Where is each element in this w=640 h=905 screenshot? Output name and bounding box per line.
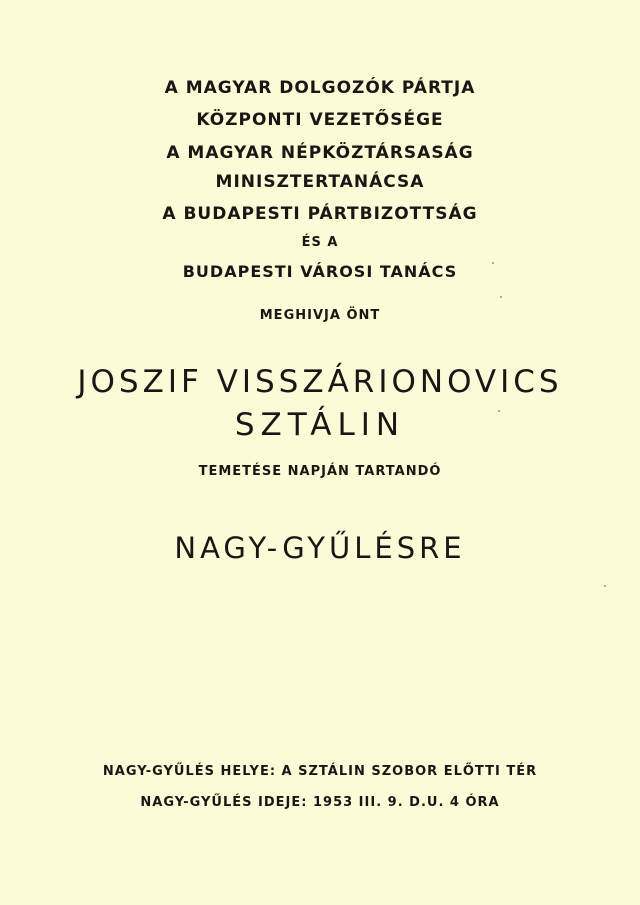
invitation-text: MEGHIVJA ÖNT [259,308,381,323]
occasion-text: TEMETÉSE NAPJÁN TARTANDÓ [198,464,442,479]
org-line-3: A MAGYAR NÉPKÖZTÁRSASÁG [166,143,474,163]
org-line-4: MINISZTERTANÁCSA [215,172,425,192]
org-line-5: A BUDAPESTI PÁRTBIZOTTSÁG [162,204,478,224]
event-time: NAGY-GYŰLÉS IDEJE: 1953 III. 9. D.U. 4 ÓRA [140,795,500,810]
paper-speck [498,410,500,412]
paper-speck [492,262,494,264]
org-line-1: A MAGYAR DOLGOZÓK PÁRTJA [164,78,476,98]
event-title: NAGY-GYŰLÉSRE [174,531,466,565]
event-place: NAGY-GYŰLÉS HELYE: A SZTÁLIN SZOBOR ELŐTTI TÉR [102,764,538,779]
paper-speck [500,296,502,298]
org-line-2: KÖZPONTI VEZETŐSÉGE [196,110,444,130]
conjunction: ÉS A [301,235,339,250]
org-line-6: BUDAPESTI VÁROSI TANÁCS [182,262,458,281]
paper-speck [604,585,606,587]
honoree-name-line-1: JOSZIF VISSZÁRIONOVICS [77,364,563,400]
honoree-name-line-2: SZTÁLIN [234,407,406,443]
